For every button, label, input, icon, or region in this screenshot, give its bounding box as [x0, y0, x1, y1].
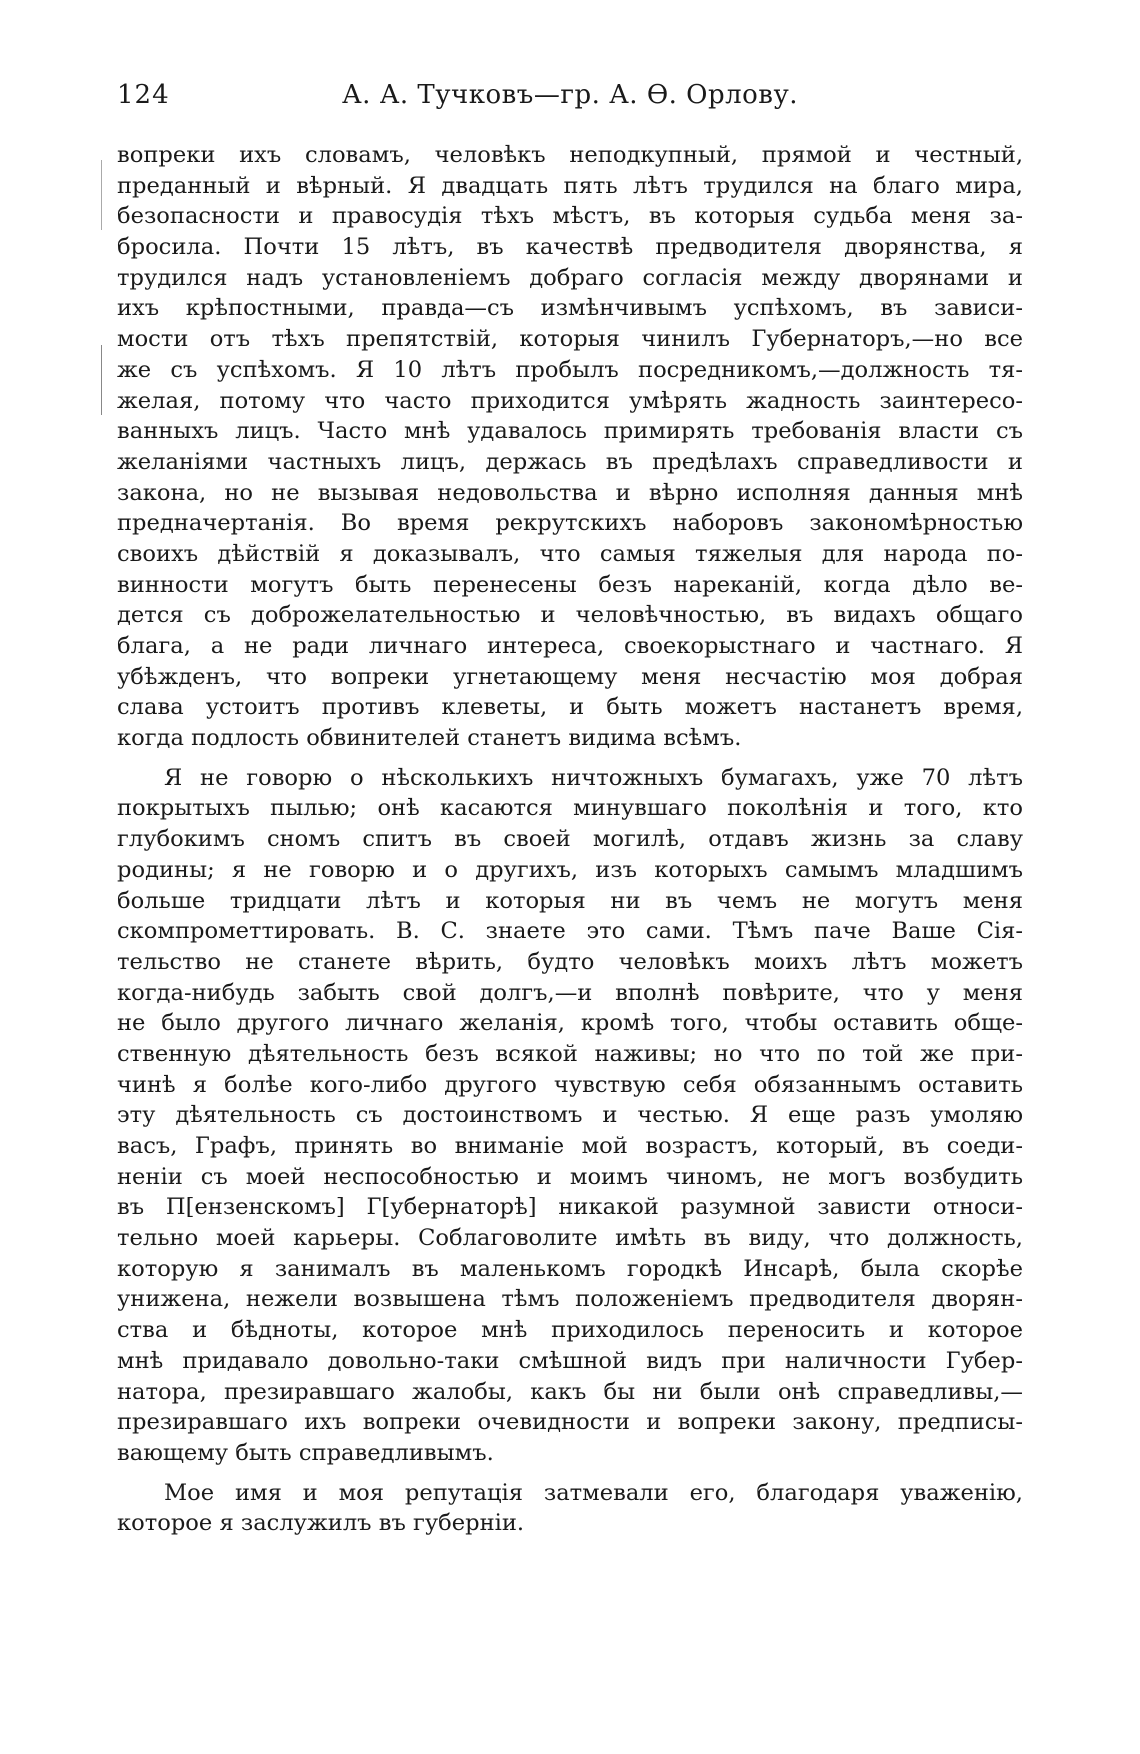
text-line: въ П[ензенскомъ] Г[убернаторѣ] никакой разумной зависти относи- [117, 1194, 1023, 1221]
text-line: предначертанія. Во время рекрутскихъ наборовъ закономѣрностью [117, 510, 1023, 537]
text-line: не было другого личнаго желанія, кромѣ того, чтобы оставить обще- [117, 1010, 1023, 1037]
margin-mark-middle [101, 345, 102, 415]
text-line: Мое имя и моя репутація затмевали его, благодаря уваженію, [164, 1479, 1023, 1506]
text-line: ванныхъ лицъ. Часто мнѣ удавалось примирять требованія власти съ [117, 418, 1023, 445]
text-line: блага, а не ради личнаго интереса, своекорыстнаго и частнаго. Я [117, 633, 1023, 659]
text-line: дется съ доброжелательностью и человѣчностью, въ видахъ общаго [117, 602, 1023, 629]
text-line: же съ успѣхомъ. Я 10 лѣтъ пробылъ посредникомъ,—должность тя- [117, 356, 1023, 383]
text-line: мости отъ тѣхъ препятствій, которыя чинилъ Губернаторъ,—но все [117, 326, 1023, 353]
text-line: покрытыхъ пылью; онѣ касаются минувшаго поколѣнія и того, кто [117, 795, 1023, 822]
text-line: Я не говорю о нѣсколькихъ ничтожныхъ бумагахъ, уже 70 лѣтъ [164, 764, 1023, 791]
text-line: мнѣ придавало довольно-таки смѣшной видъ при наличности Губер- [117, 1347, 1023, 1374]
text-line: васъ, Графъ, принять во вниманіе мой возрастъ, который, въ соеди- [117, 1133, 1023, 1159]
text-line: натора, презиравшаго жалобы, какъ бы ни были онѣ справедливы,— [117, 1378, 1023, 1405]
text-line: желаніями частныхъ лицъ, держась въ предѣлахъ справедливости и [117, 448, 1023, 475]
text-line: родины; я не говорю и о другихъ, изъ которыхъ самымъ младшимъ [117, 856, 1023, 883]
text-line: скомпрометтировать. В. С. знаете это сами. Тѣмъ паче Ваше Сія- [117, 918, 1023, 945]
text-line: больше тридцати лѣтъ и которыя ни въ чемъ не могутъ меня [117, 887, 1023, 914]
text-line: глубокимъ сномъ спитъ въ своей могилѣ, отдавъ жизнь за славу [117, 826, 1023, 853]
text-line: винности могутъ быть перенесены безъ нареканій, когда дѣло ве- [117, 571, 1023, 598]
text-line: презиравшаго ихъ вопреки очевидности и вопреки закону, предписы- [117, 1409, 1023, 1436]
page-number: 124 [117, 80, 170, 110]
paragraph-gap [117, 754, 1023, 763]
text-line: ихъ крѣпостными, правда—съ измѣнчивымъ успѣхомъ, въ зависи- [117, 295, 1023, 322]
text-line: трудился надъ установленіемъ добраго согласія между дворянами и [117, 264, 1023, 291]
text-line: вопреки ихъ словамъ, человѣкъ неподкупный, прямой и честный, [117, 142, 1023, 168]
text-line: ства и бѣдноты, которое мнѣ приходилось переносить и которое [117, 1317, 1023, 1344]
text-line: желая, потому что часто приходится умѣрять жадность заинтересо- [117, 387, 1023, 414]
text-line: убѣжденъ, что вопреки угнетающему меня несчастію моя добрая [117, 663, 1023, 690]
text-line: тельство не станете вѣрить, будто человѣкъ моихъ лѣтъ можетъ [117, 948, 1023, 975]
text-line: ственную дѣятельность безъ всякой наживы; но что по той же при- [117, 1040, 1023, 1067]
text-line: которое я заслужилъ въ губерніи. [117, 1510, 525, 1537]
text-line: закона, но не вызывая недовольства и вѣрно исполняя данныя мнѣ [117, 479, 1023, 506]
margin-mark-top [101, 160, 102, 230]
body-text [117, 140, 1023, 1539]
text-line: вающему быть справедливымъ. [117, 1439, 494, 1466]
text-line: когда-нибудь забыть свой долгъ,—и вполнѣ повѣрите, что у меня [117, 979, 1023, 1006]
text-line: чинѣ я болѣе кого-либо другого чувствую себя обязаннымъ оставить [117, 1071, 1023, 1098]
text-line: унижена, нежели возвышена тѣмъ положеніемъ предводителя дворян- [117, 1286, 1023, 1313]
paragraph-gap [117, 1469, 1023, 1478]
text-line: эту дѣятельность съ достоинствомъ и честью. Я еще разъ умоляю [117, 1102, 1023, 1129]
text-line: своихъ дѣйствій я доказывалъ, что самыя тяжелыя для народа по- [117, 540, 1023, 567]
text-line: преданный и вѣрный. Я двадцать пять лѣтъ трудился на благо мира, [117, 172, 1023, 199]
text-line: которую я занималъ въ маленькомъ городкѣ Инсарѣ, была скорѣе [117, 1255, 1023, 1282]
running-title: А. А. Тучковъ—гр. А. Ѳ. Орлову. [341, 80, 799, 110]
text-line: безопасности и правосудія тѣхъ мѣстъ, въ которыя судьба меня за- [117, 203, 1023, 230]
text-line: когда подлость обвинителей станетъ видима всѣмъ. [117, 725, 742, 752]
text-line: бросила. Почти 15 лѣтъ, въ качествѣ предводителя дворянства, я [117, 234, 1023, 261]
text-line: неніи съ моей неспособностью и моимъ чиномъ, не могъ возбудить [117, 1163, 1023, 1190]
text-line: тельно моей карьеры. Соблаговолите имѣть въ виду, что должность, [117, 1225, 1023, 1252]
text-line: слава устоитъ противъ клеветы, и быть можетъ настанетъ время, [117, 694, 1023, 721]
page-header [117, 80, 1023, 120]
